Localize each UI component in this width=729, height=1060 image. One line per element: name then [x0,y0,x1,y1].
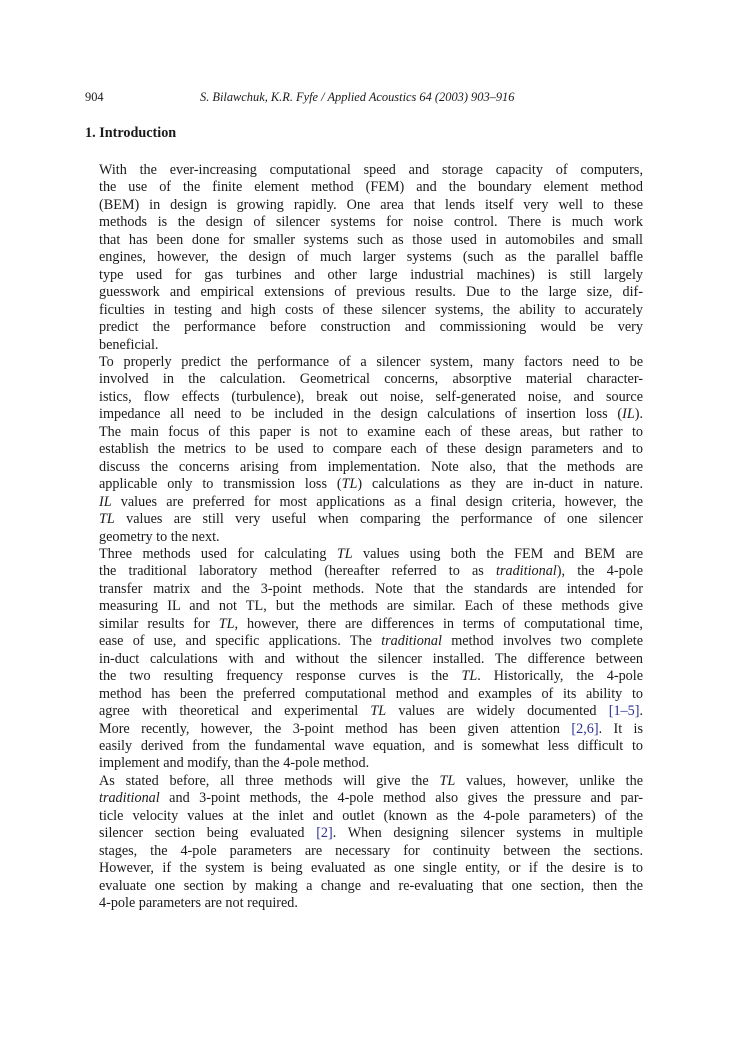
text-line: measuring IL and not TL, but the methods are similar. Each of these methods give [99,598,643,615]
italic-term: IL [99,493,112,510]
text-line: easily derived from the fundamental wave equation, and is somewhat less difficult to [99,737,643,754]
text-line: type used for gas turbines and other large industrial machines) is still largely [99,266,643,283]
text-line: method has been the preferred computational method and examples of its ability to [99,685,643,702]
text-line: More recently, however, the 3-point method has been given attention [2,6]. It is [99,720,643,737]
text-line: (BEM) in design is growing rapidly. One area that lends itself very well to these [99,196,643,213]
italic-term: TL [99,511,115,528]
text-line: silencer section being evaluated [2]. When designing silencer systems in multiple [99,825,643,842]
text-line: the use of the finite element method (FEM) and the boundary element method [99,179,643,196]
section-heading: 1. Introduction [85,125,177,141]
text-line: impedance all need to be included in the design calculations of insertion loss (IL). [99,406,643,423]
citation-link[interactable]: [2] [316,825,333,842]
running-title: S. Bilawchuk, K.R. Fyfe / Applied Acoustics 64 (2003) 903–916 [200,90,515,104]
paragraph-4 [85,773,643,913]
body-text [85,162,643,912]
text-line: transfer matrix and the 3-point methods. Note that the standards are intended for [99,580,643,597]
text-line: Three methods used for calculating TL values using both the FEM and BEM are [99,545,643,562]
text-line: The main focus of this paper is not to examine each of these areas, but rather to [99,423,643,440]
italic-term: TL [336,545,353,562]
italic-term: traditional [99,790,160,807]
text-line: As stated before, all three methods will give the TL values, however, unlike the [99,772,643,789]
italic-term: traditional [496,563,557,580]
text-line: ticle velocity values at the inlet and outlet (known as the 4-pole parameters) of the [99,807,643,824]
italic-term: TL [341,476,358,493]
text-line: agree with theoretical and experimental TL values are widely documented [1–5]. [99,703,644,720]
text-line: predict the performance before construction and commissioning would be very [99,319,643,336]
text-line: stages, the 4-pole parameters are necessary for continuity between the sections. [99,842,643,859]
text-line: IL values are preferred for most applications as a final design criteria, however, the [99,493,643,510]
text-line: TL values are still very useful when comparing the performance of one silencer [99,511,643,528]
text-line: establish the metrics to be used to compare each of these design parameters and to [99,441,643,458]
text-line: applicable only to transmission loss (TL) calculations as they are in-duct in nature. [99,476,643,493]
text-line: traditional and 3-point methods, the 4-pole method also gives the pressure and par- [99,790,643,807]
citation-link[interactable]: [2,6] [571,720,599,737]
italic-term: IL [622,406,635,423]
text-line: However, if the system is being evaluated as one single entity, or if the desire is to [99,860,643,877]
text-line: ficulties in testing and high costs of these silencer systems, the ability to accurately [99,301,643,318]
text-line: discuss the concerns arising from implementation. Note also, that the methods are [99,458,643,475]
text-line: evaluate one section by making a change and re-evaluating that one section, then the [99,877,643,894]
text-line: istics, flow effects (turbulence), break out noise, self-generated noise, and source [99,388,643,405]
text-line: 4-pole parameters are not required. [99,895,298,912]
text-line: in-duct calculations with and without the silencer installed. The difference between [99,650,643,667]
paragraph-2 [85,354,643,546]
text-line: engines, however, the design of much larger systems (such as the parallel baffle [99,249,643,266]
text-line: the traditional laboratory method (hereafter referred to as traditional), the 4-pole [99,563,643,580]
italic-term: TL [461,668,478,685]
text-line: beneficial. [99,336,159,353]
text-line: implement and modify, than the 4-pole method. [99,755,370,772]
text-line: that has been done for smaller systems such as those used in automobiles and small [99,231,643,248]
text-line: guesswork and empirical extensions of previous results. Due to the large size, dif- [99,284,643,301]
text-line: involved in the calculation. Geometrical concerns, absorptive material character- [99,371,643,388]
paragraph-1 [85,162,643,354]
citation-link[interactable]: [1–5] [608,703,640,720]
text-line: geometry to the next. [99,528,220,545]
text-line: ease of use, and specific applications. The traditional method involves two complete [99,633,643,650]
italic-term: TL [218,615,235,632]
text-line: the two resulting frequency response curves is the TL. Historically, the 4-pole [99,668,643,685]
italic-term: TL [439,772,456,789]
page-number: 904 [85,90,104,104]
italic-term: traditional [381,633,442,650]
text-line: similar results for TL, however, there are differences in terms of computational time, [99,615,643,632]
text-line: To properly predict the performance of a silencer system, many factors need to be [99,353,643,370]
text-line: methods is the design of silencer systems for noise control. There is much work [99,214,643,231]
text-line: With the ever-increasing computational speed and storage capacity of computers, [99,162,643,178]
italic-term: TL [370,703,387,720]
paragraph-3 [85,546,643,773]
